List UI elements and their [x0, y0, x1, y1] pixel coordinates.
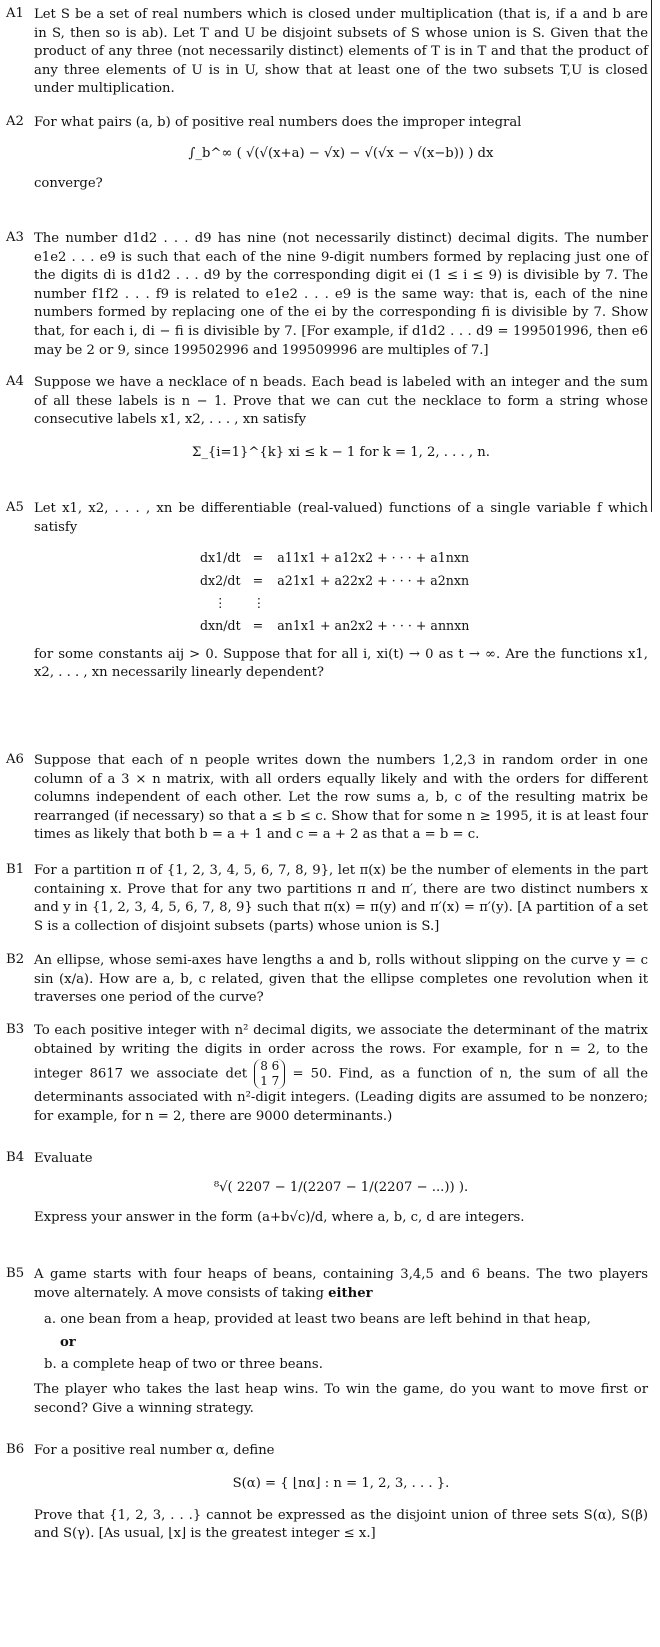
problem-text-continued: The player who takes the last heap wins. To win the game, do you want to move first or second? Give a winning strategy.: [34, 1381, 648, 1416]
problem-a6: [0, 752, 648, 845]
problem-b4: [0, 1150, 648, 1227]
problem-text: To each positive integer with n² decimal digits, we associate the determinant of the matrix obtained by writing the digits in order across the rows. For example, for n = 2, to the integer 8617 we associate det: [34, 1023, 648, 1082]
problem-text-continued: = 50. Find, as a function of n, the sum of all the determinants associated with n²-digit integers. (Leading digits are assumed to be nonzero; for example, for n = 2, there are 9000 determinants.): [34, 1066, 648, 1124]
ode-system: dx1/dt = a11x1 + a12x2 + · · · + a1nxn dx2/dt = a21x1 + a22x2 + · · · + a2nxn ⋮ ⋮ dxn/dt = an1x1 + an2x2 + · · · + annxn: [194, 547, 648, 637]
problem-a2: [0, 114, 648, 193]
eq1-rhs: a11x1 + a12x2 + · · · + a1nxn: [277, 550, 470, 566]
problem-a3: [0, 230, 648, 360]
problem-a5: [0, 500, 648, 683]
problem-label: A3: [6, 230, 24, 245]
problem-label: B6: [6, 1442, 25, 1457]
problem-label: A6: [6, 752, 24, 767]
problem-b6: [0, 1442, 648, 1544]
problem-text: Suppose that each of n people writes down the numbers 1,2,3 in random order in one column of a 3 × n matrix, with all orders equally likely and with the orders for different columns independent of each other. Let the row sums a, b, c of the resulting matrix be rearranged (if necessary) so that a ≤ b ≤ c. Show that for some n ≥ 1995, it is at least four times as likely that both b = a + 1 and c = a + 2 as that a = b = c.: [34, 753, 648, 843]
problem-b3: [0, 1022, 648, 1126]
problem-text-continued: Prove that {1, 2, 3, . . .} cannot be expressed as the disjoint union of three sets S(α), S(β) and S(γ). [As usual, ⌊x⌋ is the greatest integer ≤ x.]: [34, 1507, 648, 1542]
problem-label: A1: [6, 6, 24, 21]
problem-label: B5: [6, 1266, 25, 1281]
eq2-rhs: a21x1 + a22x2 + · · · + a2nxn: [277, 572, 470, 588]
problem-a1: [0, 6, 648, 99]
problem-text: Let S be a set of real numbers which is closed under multiplication (that is, if a and b are in S, then so is ab). Let T and U be disjoint subsets of S whose union is S. Given that the product of any three (not necessarily distinct) elements of T is in T and that the product of any three elements of U is in U, show that at least one of the two subsets T,U is closed under multiplication.: [34, 7, 648, 97]
example-matrix: [254, 1059, 285, 1089]
either-keyword: either: [328, 1285, 373, 1301]
sum-formula: Σ_{i=1}^{k} xi ≤ k − 1 for k = 1, 2, . . . , n.: [192, 444, 490, 460]
matrix-row-2: 1 7: [260, 1074, 280, 1089]
problem-text: Let x1, x2, . . . , xn be differentiable (real-valued) functions of a single variable f which satisfy: [34, 501, 648, 535]
or-keyword: or: [60, 1334, 76, 1350]
integral-formula: ∫_b^∞ ( √(√(x+a) − √x) − √(√x − √(x−b)) ) dx: [188, 145, 494, 161]
problem-text: For a partition π of {1, 2, 3, 4, 5, 6, 7, 8, 9}, let π(x) be the number of elements in the part containing x. Prove that for any two partitions π and π′, there are two distinct numbers x and y in {1, 2, 3, 4, 5, 6, 7, 8, 9} such that π(x) = π(y) and π′(x) = π′(y). [A partition of a set S is a collection of disjoint subsets (parts) whose union is S.]: [34, 863, 648, 934]
eq3-rhs: an1x1 + an2x2 + · · · + annxn: [277, 617, 470, 633]
problem-b1: [0, 862, 648, 936]
option-b: b. a complete heap of two or three beans.: [44, 1357, 323, 1373]
problem-text: A game starts with four heaps of beans, containing 3,4,5 and 6 beans. The two players move alternately. A move consists of taking: [34, 1267, 648, 1301]
matrix-row-1: 8 6: [260, 1059, 280, 1074]
problem-text: Suppose we have a necklace of n beads. Each bead is labeled with an integer and the sum of all these labels is n − 1. Prove that we can cut the necklace to form a string whose consecutive labels x1, x2, . . . , xn satisfy: [34, 375, 648, 428]
problem-text: For what pairs (a, b) of positive real numbers does the improper integral: [34, 115, 522, 130]
problem-a4: [0, 374, 648, 476]
problem-text-continued: Express your answer in the form (a+b√c)/d, where a, b, c, d are integers.: [34, 1209, 525, 1225]
continued-fraction-formula: ⁸√( 2207 − 1/(2207 − 1/(2207 − ...)) ).: [213, 1179, 469, 1195]
problem-label: B4: [6, 1150, 25, 1165]
problem-label: B3: [6, 1022, 25, 1037]
problem-label: A4: [6, 374, 24, 389]
problem-label: A2: [6, 114, 24, 129]
problem-label: B1: [6, 862, 25, 877]
problem-text: The number d1d2 . . . d9 has nine (not necessarily distinct) decimal digits. The number e1e2 . . . e9 is such that each of the nine 9-digit numbers formed by replacing just one of the digits di is d1d2 . . . d9 by the corresponding digit ei (1 ≤ i ≤ 9) is divisible by 7. The number f1f2 . . . f9 is related to e1e2 . . . e9 is the same way: that is, each of the nine numbers formed by replacing one of the ei by the corresponding fi is divisible by 7. Show that, for each i, di − fi is divisible by 7. [For example, if d1d2 . . . d9 = 199501996, then e6 may be 2 or 9, since 199502996 and 199509996 are multiples of 7.]: [34, 231, 648, 358]
problem-text-continued: for some constants aij > 0. Suppose that for all i, xi(t) → 0 as t → ∞. Are the functions x1, x2, . . . , xn necessarily linearly dependent?: [34, 646, 648, 681]
problem-label: A5: [6, 500, 24, 515]
page-margin-rule: [651, 0, 652, 512]
problem-text-continued: converge?: [34, 175, 103, 191]
eq1-lhs: dx1/dt: [200, 550, 241, 566]
problem-label: B2: [6, 952, 25, 967]
move-options: [44, 1311, 648, 1375]
problem-text: For a positive real number α, define: [34, 1443, 275, 1458]
set-definition-formula: S(α) = { ⌊nα⌋ : n = 1, 2, 3, . . . }.: [232, 1475, 450, 1491]
problem-text: Evaluate: [34, 1151, 93, 1166]
problem-text: An ellipse, whose semi-axes have lengths a and b, rolls without slipping on the curve y = c sin (x/a). How are a, b, c related, given that the ellipse completes one revolution when it traverses one period of the curve?: [34, 953, 648, 1006]
problem-b5: [0, 1266, 648, 1418]
eq2-lhs: dx2/dt: [200, 572, 241, 588]
eq3-lhs: dxn/dt: [200, 617, 241, 633]
problem-b2: [0, 952, 648, 1008]
option-a: a. one bean from a heap, provided at least two beans are left behind in that heap,: [44, 1312, 591, 1328]
